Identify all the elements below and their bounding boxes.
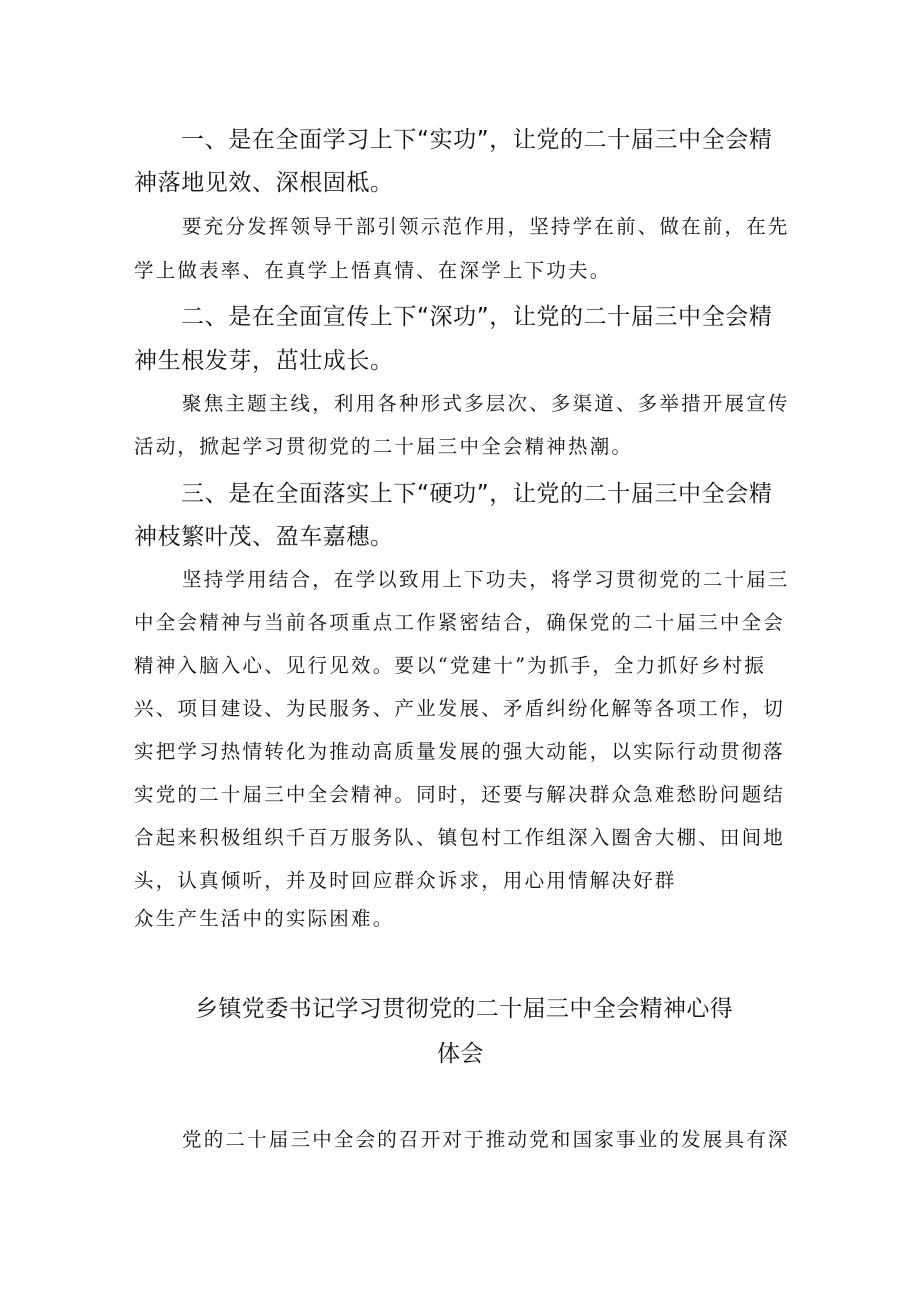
section3-body-line: 众生产生活中的实际困难。 bbox=[134, 907, 395, 930]
section2-body-line1: 聚焦主题主线，利用各种形式多层次、多渠道、多举措开展宣传 bbox=[182, 392, 790, 415]
section3-body-line: 实把学习热情转化为推动高质量发展的强大动能，以实际行动贯彻落 bbox=[134, 740, 786, 763]
section3-body-line: 实党的二十届三中全会精神。同时，还要与解决群众急难愁盼问题结 bbox=[134, 783, 786, 806]
section3-body-line: 合起来积极组织千百万服务队、镇包村工作组深入圈舍大棚、田间地 bbox=[134, 826, 786, 849]
section3-heading-line2: 神枝繁叶茂、盈车嘉穗。 bbox=[134, 524, 394, 550]
section2-heading-line1: 二、是在全面宣传上下“深功”，让党的二十届三中全会精 bbox=[181, 304, 773, 330]
section3-body-line: 坚持学用结合，在学以致用上下功夫，将学习贯彻党的二十届三 bbox=[182, 568, 790, 591]
article-body-line1: 党的二十届三中全会的召开对于推动党和国家事业的发展具有深 bbox=[182, 1128, 790, 1151]
section3-body-line: 兴、项目建设、为民服务、产业发展、矛盾纠纷化解等各项工作，切 bbox=[134, 697, 786, 720]
section1-body-line2: 学上做表率、在真学上悟真情、在深学上下功夫。 bbox=[134, 259, 612, 282]
section2-heading-line2: 神生根发芽，茁壮成长。 bbox=[134, 348, 394, 374]
section2-body-line2: 活动，掀起学习贯彻党的二十届三中全会精神热潮。 bbox=[134, 435, 634, 458]
article-title-line2: 体会 bbox=[437, 1041, 484, 1067]
section1-body-line1: 要充分发挥领导干部引领示范作用，坚持学在前、做在前，在先 bbox=[182, 215, 790, 238]
section3-body-line: 头，认真倾听，并及时回应群众诉求，用心用情解决好群 bbox=[134, 869, 677, 892]
section3-body-line: 精神入脑入心、见行见效。要以“党建十”为抓手，全力抓好乡村振 bbox=[134, 654, 766, 677]
article-title-line1: 乡镇党委书记学习贯彻党的二十届三中全会精神心得 bbox=[195, 996, 734, 1022]
section1-heading-line2: 神落地见效、深根固柢。 bbox=[134, 170, 394, 196]
section3-heading-line1: 三、是在全面落实上下“硬功”，让党的二十届三中全会精 bbox=[181, 481, 773, 507]
section3-body-line: 中全会精神与当前各项重点工作紧密结合，确保党的二十届三中全会 bbox=[134, 611, 786, 634]
section1-heading-line1: 一、是在全面学习上下“实功”，让党的二十届三中全会精 bbox=[181, 127, 773, 153]
